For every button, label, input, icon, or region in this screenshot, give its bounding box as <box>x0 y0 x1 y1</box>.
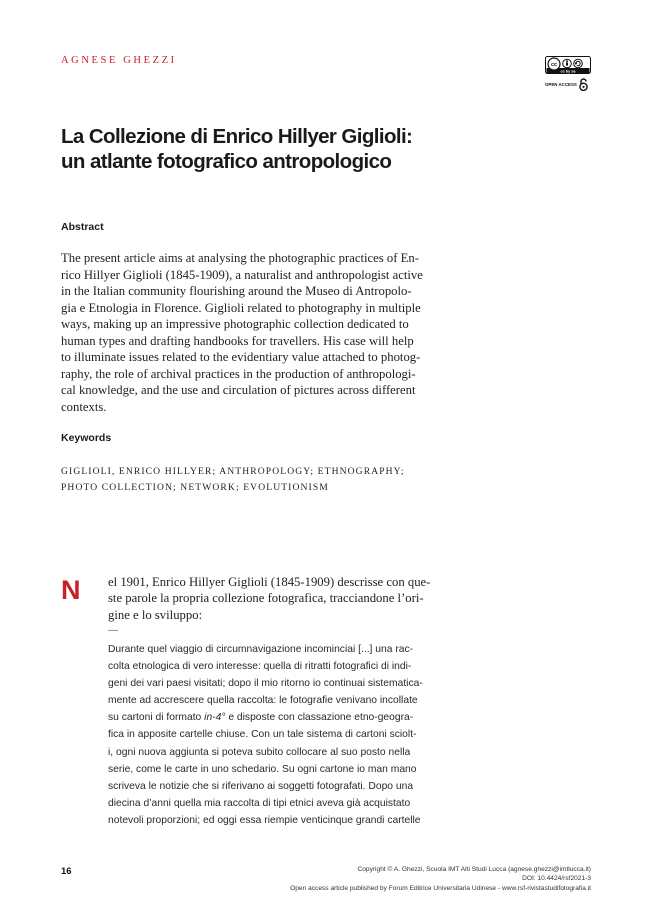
article-title <box>61 124 501 174</box>
abstract-line: cal knowledge, and the use and circulation of pictures across different <box>61 383 416 397</box>
quote-line: i, ogni nuova aggiunta si poteva subito collocare al suo posto nella <box>108 746 411 758</box>
svg-text:cc: cc <box>550 62 558 68</box>
keywords-line: PHOTO COLLECTION; NETWORK; EVOLUTIONISM <box>61 481 329 493</box>
quote-line: Durante quel viaggio di circumnavigazione incominciai [...] una rac- <box>108 644 414 655</box>
title-line: un atlante fotografico antropologico <box>61 150 392 173</box>
footer-info <box>151 865 591 893</box>
quote-line: scriveva le notizie che si riferivano ai soggetti fotografati. Dopo una <box>108 780 414 792</box>
svg-text:cc by sa: cc by sa <box>560 69 576 74</box>
cc-license-badge[interactable] <box>545 56 591 74</box>
quote-line: su cartoni di formato in-4° e disposte con classazione etno-geogra- <box>108 712 414 724</box>
doi-line[interactable]: DOI: 10.4424/rsf2021-3 <box>522 875 591 883</box>
quote-line: notevoli proporzioni; ed oggi essa riempie venticinque grandi cartelle <box>108 814 421 826</box>
abstract-line: gia e Etnologia in Florence. Giglioli related to photography in multiple <box>61 300 421 315</box>
quote-line: geni dei vari paesi visitati; dopo il mio ritorno io continuai sistematica- <box>108 678 423 690</box>
creative-commons-icon <box>545 56 591 74</box>
drop-cap: N <box>61 575 81 605</box>
block-quote <box>108 641 460 829</box>
abstract-line: human types and drafting handbooks for travellers. His case will help <box>61 333 414 348</box>
title-line: La Collezione di Enrico Hillyer Giglioli: <box>61 125 413 148</box>
body-paragraph <box>108 574 460 623</box>
quote-line: colta etnologica di vero interesse: quella di ritratti fotografici di indi- <box>108 661 412 673</box>
quote-line: diecina d’anni quella mia raccolta di tipi etnici aveva già acquistato <box>108 797 411 809</box>
abstract-line: in the Italian community flourishing around the Museo di Antropolo- <box>61 284 412 298</box>
open-access-label: OPEN ACCESS <box>545 82 577 87</box>
open-access-badge <box>545 78 588 91</box>
abstract-line: rico Hillyer Giglioli (1845-1909), a naturalist and anthropologist active <box>61 267 423 282</box>
abstract-line: to illuminate issues related to the evidentiary value attached to photog- <box>61 350 421 364</box>
author-name: AGNESE GHEZZI <box>61 55 177 66</box>
page-number: 16 <box>61 866 72 877</box>
abstract-line: ways, making up an impressive photographic collection dedicated to <box>61 317 409 331</box>
keywords-heading: Keywords <box>61 432 112 444</box>
body-line: ste parole la propria collezione fotografica, tracciandone l’ori- <box>108 591 424 606</box>
body-line: gine e lo sviluppo: <box>108 607 203 622</box>
open-access-lock-icon <box>579 78 588 91</box>
abstract-line: The present article aims at analysing the photographic practices of En- <box>61 251 419 265</box>
abstract-text <box>61 250 456 415</box>
quote-line: serie, come le carte in uno schedario. Su ogni cartone io man mano <box>108 763 417 775</box>
keywords-list <box>61 464 481 495</box>
quote-line: fica in apposite cartelle chiuse. Con un tale sistema di cartoni sciolt- <box>108 729 417 741</box>
body-line: el 1901, Enrico Hillyer Giglioli (1845-1909) descrisse con que- <box>108 575 431 589</box>
abstract-line: contexts. <box>61 399 107 414</box>
publisher-line[interactable]: Open access article published by Forum Editrice Universitaria Udinese - www.rsf-rivistastudifotografia.it <box>290 884 591 892</box>
quote-line: mente ad accrescere quella raccolta: le fotografie venivano incollate <box>108 695 418 707</box>
copyright-line: Copyright © A. Ghezzi, Scuola IMT Alti Studi Lucca (agnese.ghezzi@imtlucca.it) <box>357 866 591 873</box>
abstract-heading: Abstract <box>61 221 104 233</box>
quote-dash: — <box>108 625 118 636</box>
abstract-line: raphy, the role of archival practices in the production of anthropologi- <box>61 366 416 381</box>
keywords-line: GIGLIOLI, ENRICO HILLYER; ANTHROPOLOGY; ETHNOGRAPHY; <box>61 466 405 477</box>
